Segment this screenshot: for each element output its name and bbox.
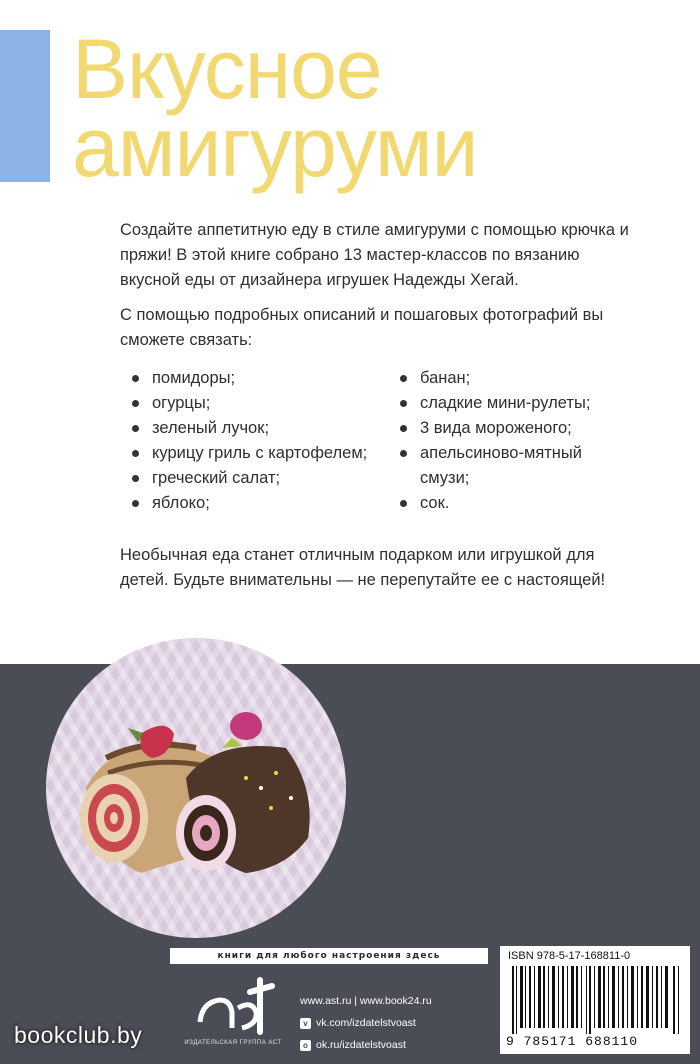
list-item-text: сок.: [420, 494, 450, 512]
vk-link[interactable]: [300, 1012, 432, 1034]
ok-link[interactable]: [300, 1034, 432, 1056]
publisher-caption: ИЗДАТЕЛЬСКАЯ ГРУППА АСТ: [184, 1040, 282, 1046]
list-item-text: яблоко;: [152, 494, 210, 512]
recipe-list-left: [132, 366, 392, 516]
list-item-text: помидоры;: [152, 369, 236, 387]
vk-link-text: vk.com/izdatelstvoast: [316, 1017, 416, 1029]
barcode-icon: [512, 966, 682, 1034]
bullet-icon: [400, 500, 407, 507]
publisher-links: [300, 990, 432, 1056]
list-item-text: огурцы;: [152, 394, 211, 412]
list-item-text: сладкие мини-рулеты;: [420, 394, 591, 412]
list-item: [400, 391, 630, 416]
intro-text: [120, 218, 640, 363]
list-item: [400, 441, 630, 491]
bullet-icon: [400, 375, 407, 382]
bullet-icon: [400, 425, 407, 432]
ast-logo-icon: [190, 972, 280, 1042]
bullet-icon: [132, 450, 139, 457]
closing-paragraph: Необычная еда станет отличным подарком или игрушкой для детей. Будьте внимательны — не перепутайте ее с настоящей!: [120, 546, 606, 589]
accent-bar: [0, 30, 50, 182]
crochet-rolls-illustration: [46, 638, 346, 938]
list-item-text: банан;: [420, 369, 471, 387]
list-item: [132, 366, 392, 391]
book-title: [72, 22, 672, 194]
list-item: [400, 416, 630, 441]
bullet-icon: [132, 375, 139, 382]
raspberry-icon: [222, 712, 262, 748]
watermark: bookclub.by: [14, 1022, 143, 1048]
list-item: [132, 441, 392, 466]
tagline: книги для любого настроения здесь: [170, 948, 488, 964]
intro-paragraph-1: Создайте аппетитную еду в стиле амигуруми с помощью крючка и пряжи! В этой книге собрано 13 мастер-классов по вязанию вкусной еды от дизайнера игрушек Надежды Хегай.: [120, 221, 629, 289]
title-line-2: амигуруми: [72, 100, 478, 194]
list-item-text: апельсиново-мятный смузи;: [420, 444, 582, 487]
title-line-1: Вкусное: [72, 22, 382, 116]
barcode-digits: 9 785171 688110: [506, 1034, 639, 1049]
intro-paragraph-2: С помощью подробных описаний и пошаговых фотографий вы сможете связать:: [120, 306, 604, 349]
bullet-icon: [132, 400, 139, 407]
ok-icon: o: [300, 1040, 311, 1051]
list-item: [400, 366, 630, 391]
list-item: [400, 491, 630, 516]
bullet-icon: [400, 450, 407, 457]
list-item: [132, 391, 392, 416]
list-item-text: курицу гриль с картофелем;: [152, 444, 368, 462]
bullet-icon: [132, 425, 139, 432]
list-item: [132, 466, 392, 491]
isbn-number: ISBN 978-5-17-168811-0: [508, 950, 631, 962]
product-photo: [46, 638, 346, 938]
website-links[interactable]: www.ast.ru | www.book24.ru: [300, 995, 432, 1007]
bullet-icon: [400, 400, 407, 407]
bullet-icon: [132, 500, 139, 507]
list-item: [132, 491, 392, 516]
bullet-icon: [132, 475, 139, 482]
vk-icon: v: [300, 1018, 311, 1029]
list-item-text: греческий салат;: [152, 469, 281, 487]
ok-link-text: ok.ru/izdatelstvoast: [316, 1039, 406, 1051]
list-item: [132, 416, 392, 441]
list-item-text: зеленый лучок;: [152, 419, 270, 437]
recipe-list-right: [400, 366, 630, 516]
barcode-block: [500, 946, 690, 1054]
list-item-text: 3 вида мороженого;: [420, 419, 572, 437]
